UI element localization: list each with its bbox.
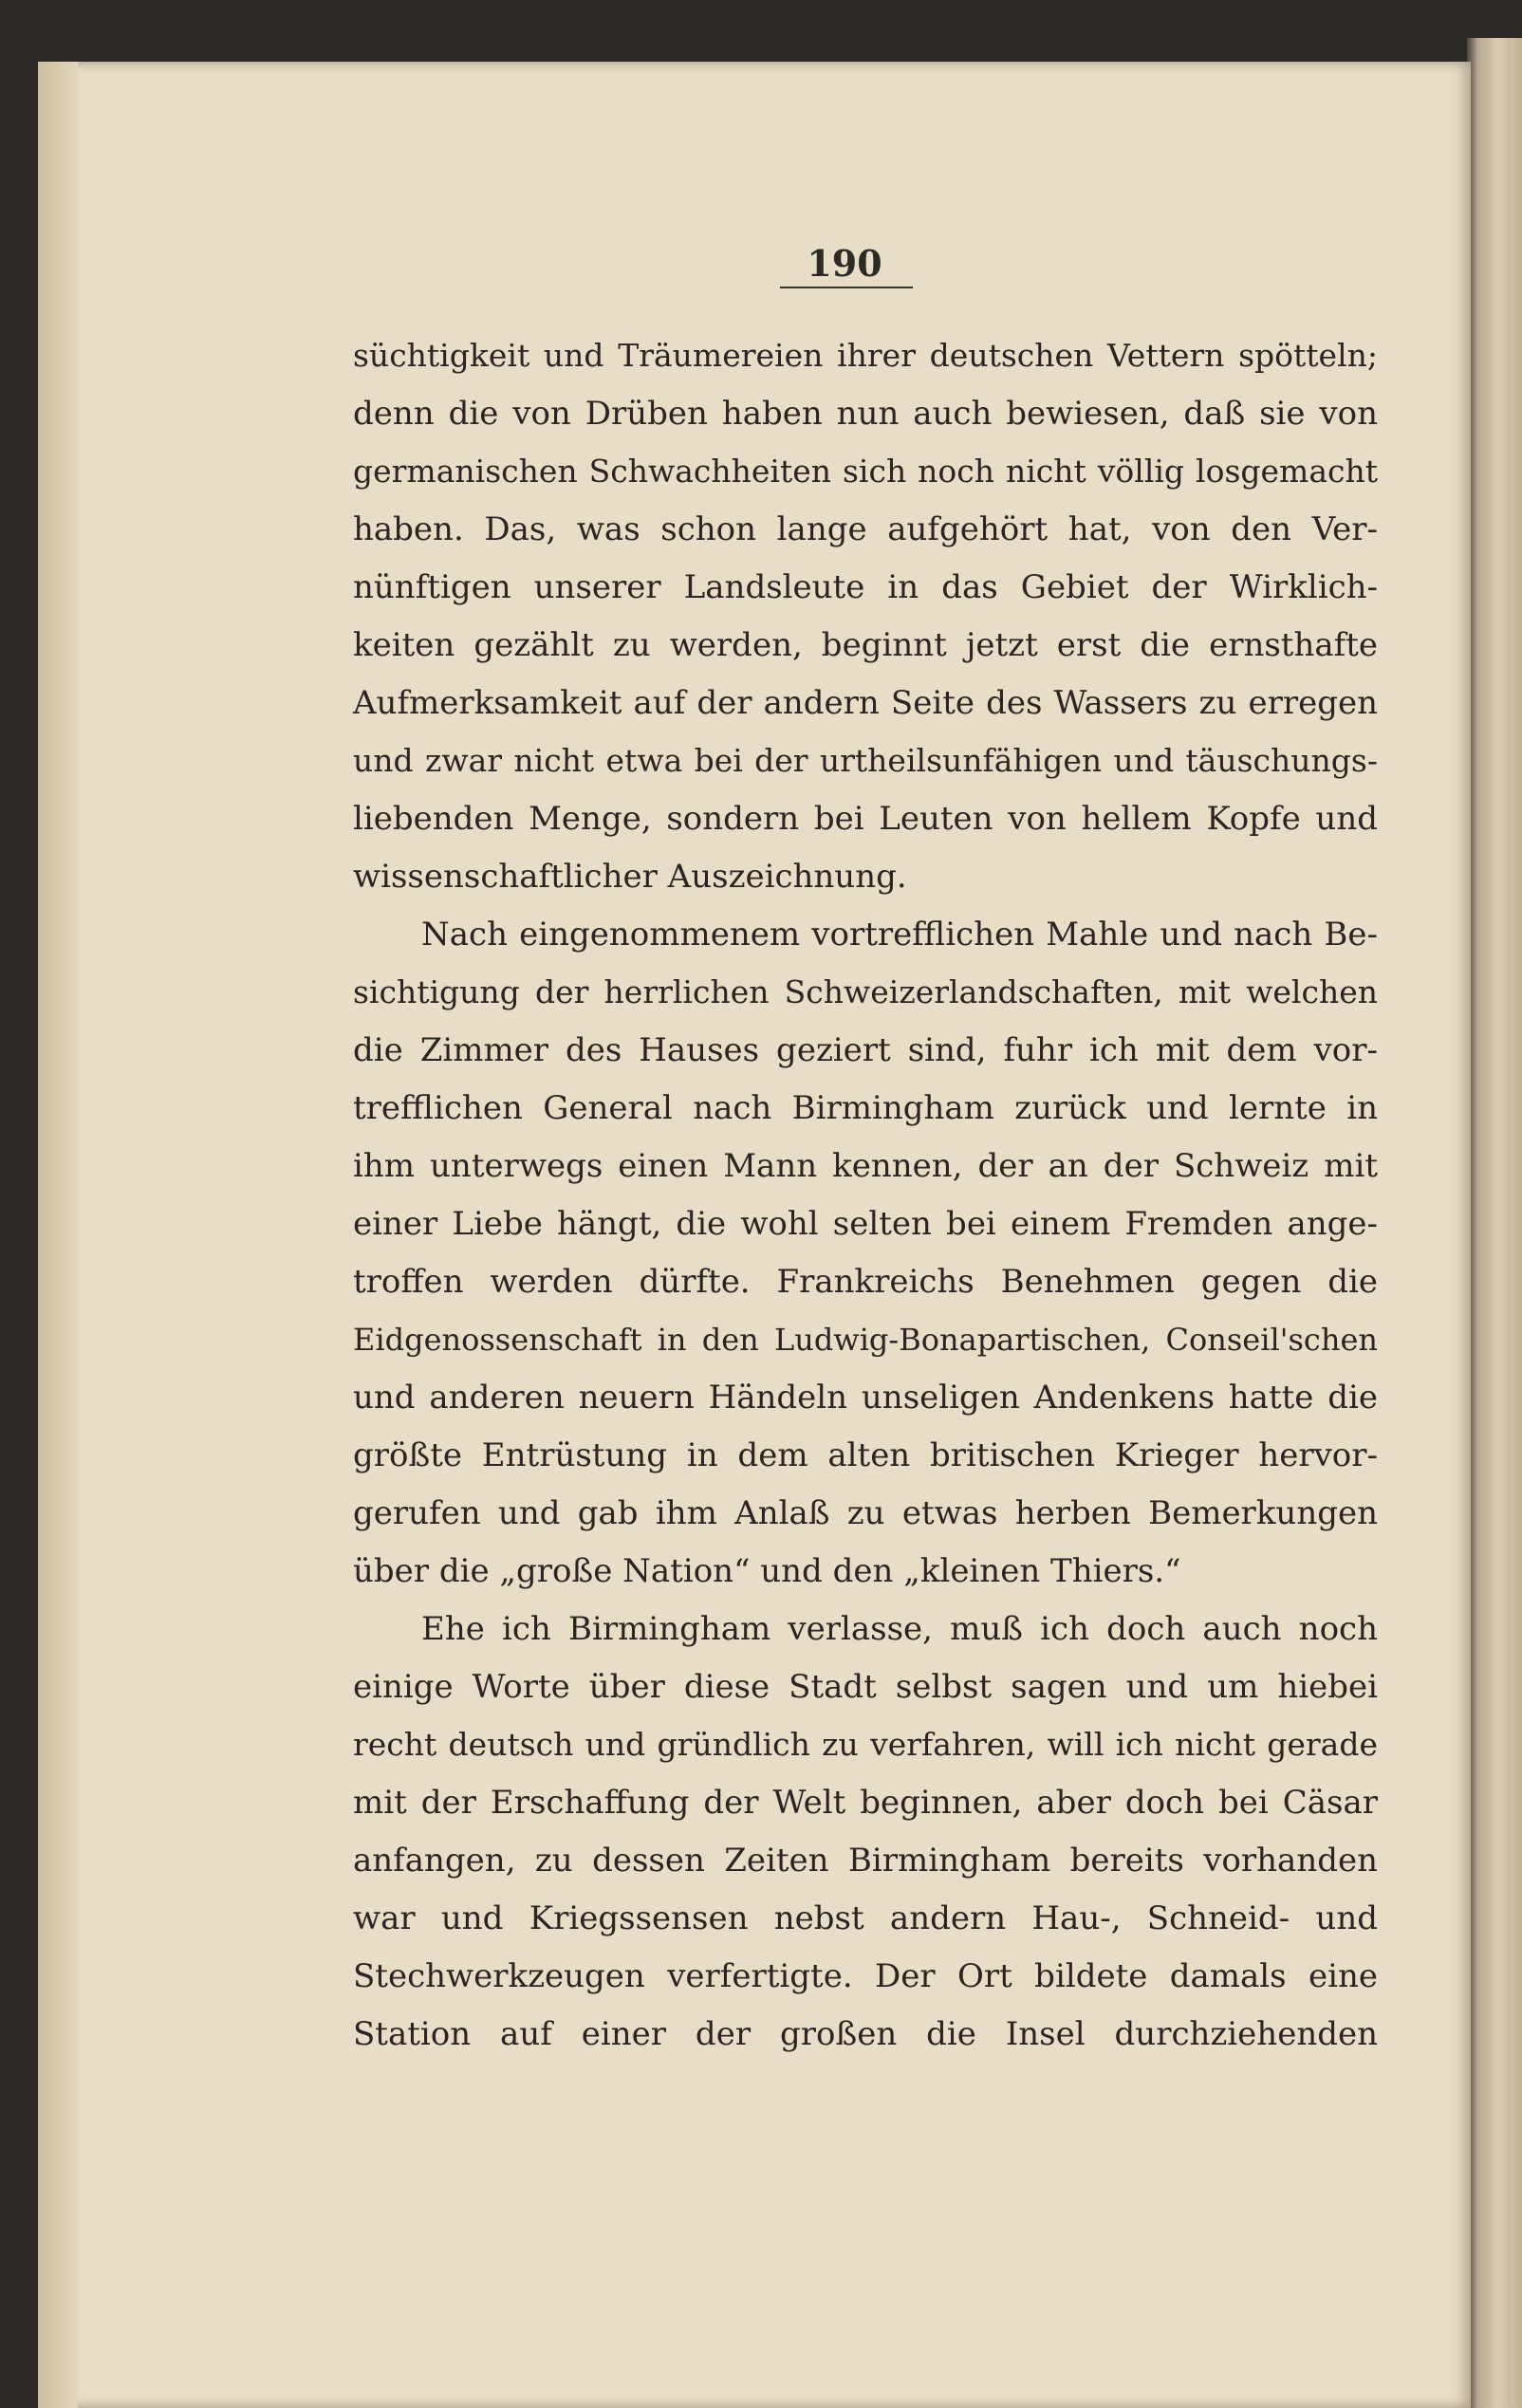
text-line: Eidgenossenschaft in den Ludwig-Bonapartischen, Conseil'schen xyxy=(353,1322,1378,1358)
text-line: Ehe ich Birmingham verlasse, muß ich doch auch noch xyxy=(421,1610,1378,1648)
text-line: trefflichen General nach Birmingham zurück und lernte in xyxy=(353,1089,1378,1127)
text-line: germanischen Schwachheiten sich noch nicht völlig losgemacht xyxy=(353,453,1378,490)
text-line: nünftigen unserer Landsleute in das Gebiet der Wirklich- xyxy=(353,568,1378,606)
text-line: Aufmerksamkeit auf der andern Seite des Wassers zu erregen xyxy=(353,684,1378,722)
text-line: einige Worte über diese Stadt selbst sagen und um hiebei xyxy=(353,1668,1378,1706)
page-gutter xyxy=(38,62,78,2408)
next-pages-edge xyxy=(1467,38,1522,2408)
text-line: einer Liebe hängt, die wohl selten bei einem Fremden ange- xyxy=(353,1205,1378,1243)
page-number: 190 xyxy=(807,242,882,285)
text-line: haben. Das, was schon lange aufgehört hat, von den Ver- xyxy=(353,510,1378,548)
text-line: und anderen neuern Händeln unseligen Andenkens hatte die xyxy=(353,1379,1378,1417)
text-line: anfangen, zu dessen Zeiten Birmingham bereits vorhanden xyxy=(353,1842,1378,1880)
text-line: keiten gezählt zu werden, beginnt jetzt erst die ernsthafte xyxy=(353,626,1378,664)
text-line: Stechwerkzeugen verfertigte. Der Ort bildete damals eine xyxy=(353,1957,1378,1995)
text-line: denn die von Drüben haben nun auch bewiesen, daß sie von xyxy=(353,395,1378,433)
text-line: war und Kriegssensen nebst andern Hau-, Schneid- und xyxy=(353,1899,1378,1937)
text-line: liebenden Menge, sondern bei Leuten von hellem Kopfe und xyxy=(353,800,1378,838)
text-line: recht deutsch und gründlich zu verfahren, will ich nicht gerade xyxy=(353,1726,1378,1763)
text-line: und zwar nicht etwa bei der urtheilsunfähigen und täuschungs- xyxy=(353,742,1378,779)
text-line: Station auf einer der großen die Insel durchziehenden xyxy=(353,2015,1378,2053)
text-line: süchtigkeit und Träumereien ihrer deutschen Vettern spötteln; xyxy=(353,337,1378,374)
text-line: mit der Erschaffung der Welt beginnen, aber doch bei Cäsar xyxy=(353,1784,1378,1822)
text-line: über die „große Nation“ und den „kleinen Thiers.“ xyxy=(353,1552,1181,1590)
text-line: die Zimmer des Hauses geziert sind, fuhr ich mit dem vor- xyxy=(353,1031,1378,1069)
text-line: wissenschaftlicher Auszeichnung. xyxy=(353,858,907,896)
text-line: sichtigung der herrlichen Schweizerlandschaften, mit welchen xyxy=(353,973,1378,1010)
text-line: gerufen und gab ihm Anlaß zu etwas herben Bemerkungen xyxy=(353,1494,1378,1532)
text-line: Nach eingenommenem vortrefflichen Mahle und nach Be- xyxy=(421,916,1378,954)
text-line: ihm unterwegs einen Mann kennen, der an der Schweiz mit xyxy=(353,1147,1378,1185)
page-number-rule xyxy=(780,287,913,288)
text-line: größte Entrüstung in dem alten britischen Krieger hervor- xyxy=(353,1436,1378,1474)
text-line: troffen werden dürfte. Frankreichs Benehmen gegen die xyxy=(353,1263,1378,1301)
